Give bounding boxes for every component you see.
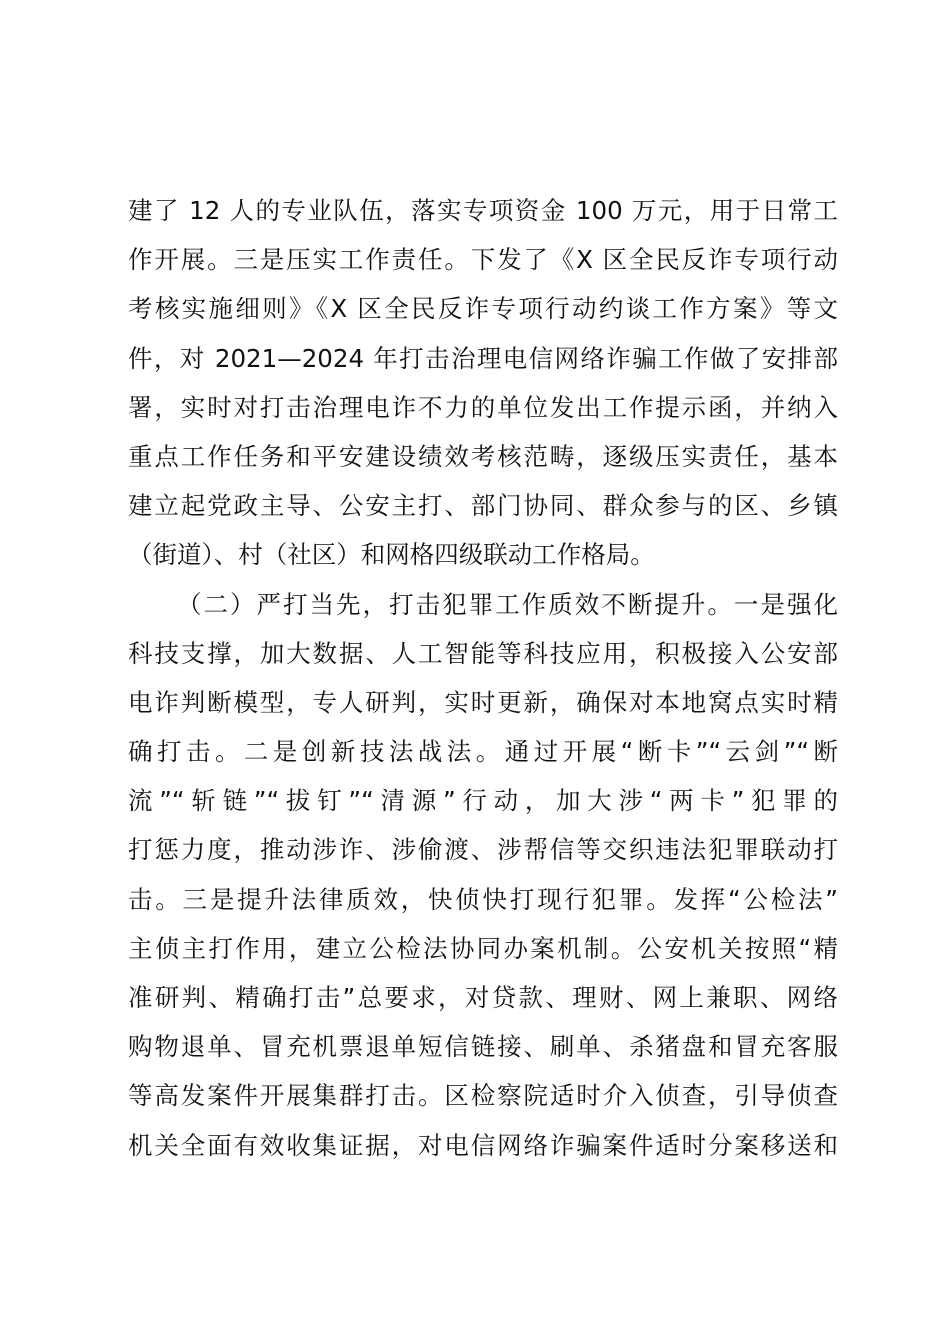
text-line: 机关全面有效收集证据，对电信网络诈骗案件适时分案移送和 <box>128 1130 838 1160</box>
text-line: 准研判、精确打击”总要求，对贷款、理财、网上兼职、网络 <box>128 983 838 1012</box>
text-line: 件，对 2021—2024 年打击治理电信网络诈骗工作做了安排部 <box>128 343 838 373</box>
text-line: 作开展。三是压实工作责任。下发了《X 区全民反诈专项行动 <box>128 245 838 275</box>
text-line: 建立起党政主导、公安主打、部门协同、群众参与的区、乡镇 <box>128 491 838 521</box>
text-line: 考核实施细则》《X 区全民反诈专项行动约谈工作方案》等文 <box>128 294 838 324</box>
text-line: 科技支撑，加大数据、人工智能等科技应用，积极接入公安部 <box>128 638 838 668</box>
text-line: 主侦主打作用，建立公检法协同办案机制。公安机关按照“精 <box>128 933 838 963</box>
text-line: 重点工作任务和平安建设绩效考核范畴，逐级压实责任，基本 <box>128 441 838 471</box>
body-text <box>128 186 838 1170</box>
text-line: 等高发案件开展集群打击。区检察院适时介入侦查，引导侦查 <box>128 1081 838 1111</box>
text-line: 确打击。二是创新技法战法。通过开展“断卡”“云剑”“断 <box>128 737 838 767</box>
text-line: 击。三是提升法律质效，快侦快打现行犯罪。发挥“公检法” <box>128 884 838 914</box>
text-line: 电诈判断模型，专人研判，实时更新，确保对本地窝点实时精 <box>128 687 838 717</box>
text-line: 建了 12 人的专业队伍，落实专项资金 100 万元，用于日常工 <box>128 196 838 225</box>
text-line: 打惩力度，推动涉诈、涉偷渡、涉帮信等交织违法犯罪联动打 <box>128 835 838 865</box>
paragraph-end-line: （街道）、村（社区）和网格四级联动工作格局。 <box>128 540 655 570</box>
text-line: 购物退单、冒充机票退单短信链接、刷单、杀猪盘和冒充客服 <box>128 1032 838 1062</box>
text-line: 流”“斩链”“拔钉”“清源”行动，加大涉“两卡”犯罪的 <box>128 786 838 816</box>
text-line: 署，实时对打击治理电诈不力的单位发出工作提示函，并纳入 <box>128 392 838 422</box>
paragraph-heading-line: （二）严打当先，打击犯罪工作质效不断提升。一是强化 <box>177 589 838 619</box>
